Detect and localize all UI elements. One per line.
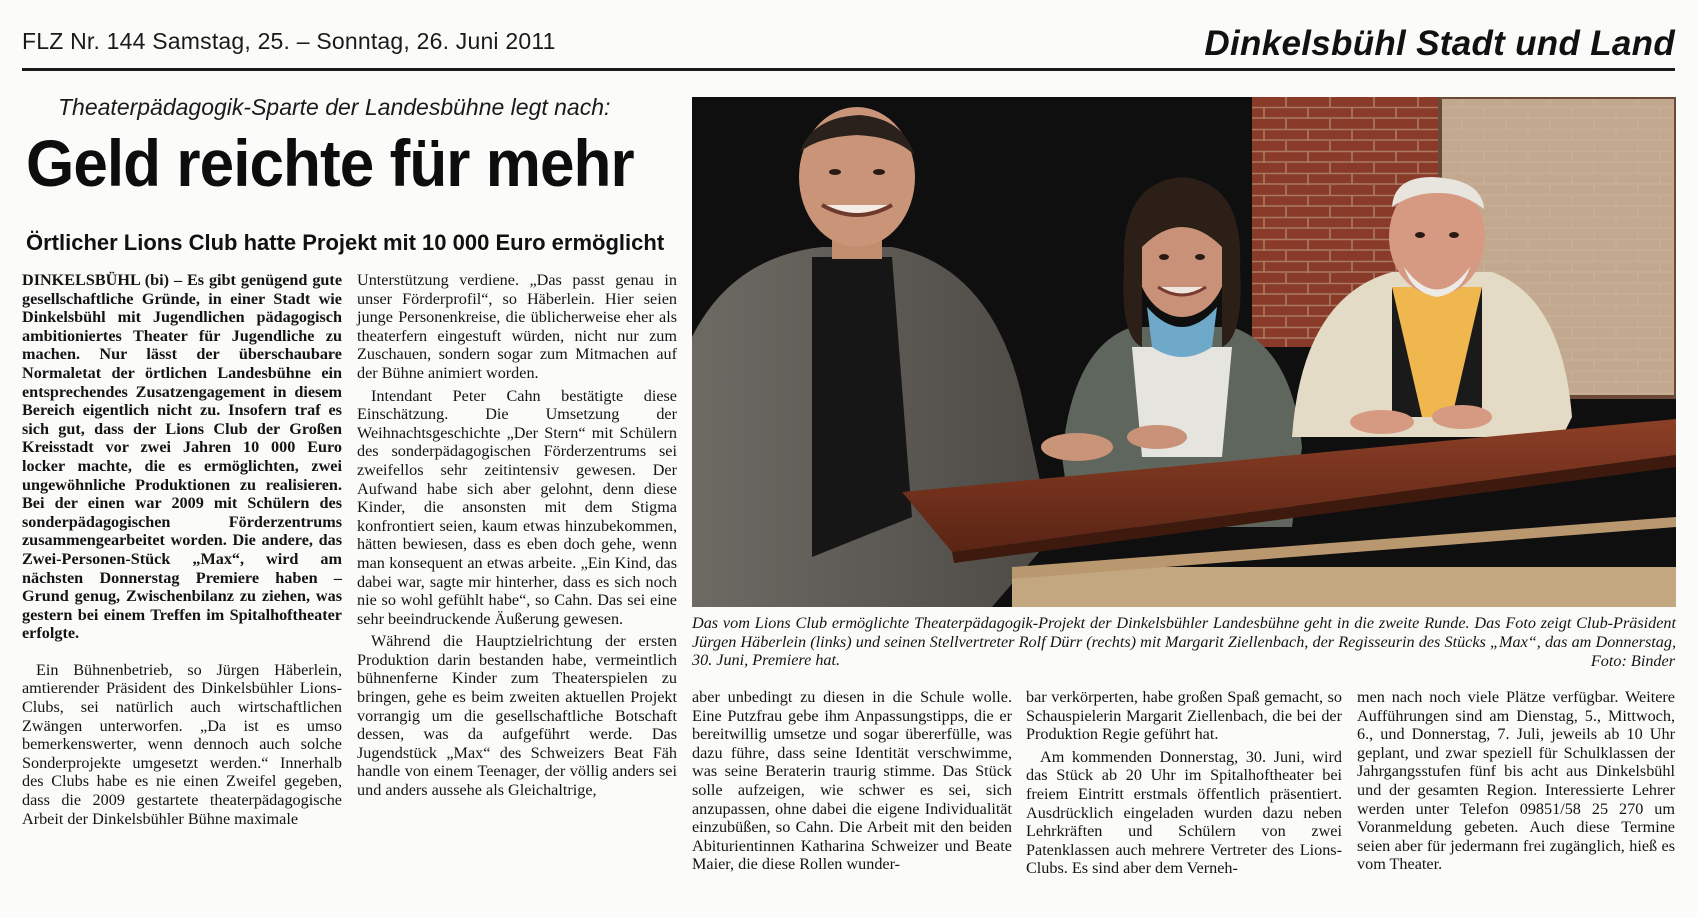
article-paragraph: Am kommenden Donnerstag, 30. Juni, wird das Stück ab 20 Uhr im Spitalhoftheater bei freiem Eintritt erstmals öffentlich präsentiert. Ausdrücklich eingeladen wurden dazu neben Lehrkräften und Schülern von zwei Patenklassen auch mehrere Vertreter des Lions-Clubs. Es sind aber dem Verneh- bbox=[1026, 747, 1342, 878]
article-paragraph: Intendant Peter Cahn bestätigte diese Einschätzung. Die Umsetzung der Weihnachtsgeschichte „Der Stern“ mit Schülern des sonderpädagogischen Förderzentrums sei zweifellos sehr zeitintensiv gewesen. Der Aufwand habe sich aber gelohnt, denn diese Kinder, die ansonsten mit dem Stigma konfrontiert seien, kaum etwas hinzubekommen, hätten bewiesen, dass es eben doch gehe, wenn man konsequent an etwas arbeite. „Ein Kind, das dabei war, sagte mir hinterher, dass es sich noch nie so wohl gefühlt habe“, so Cahn. Das sei eine sehr beeindruckende Äußerung gewesen. bbox=[357, 386, 677, 628]
masthead bbox=[22, 24, 1675, 72]
article-column-5 bbox=[1357, 688, 1675, 874]
photo-credit: Foto: Binder bbox=[1590, 652, 1675, 670]
issue-info: FLZ Nr. 144 Samstag, 25. – Sonntag, 26. Juni 2011 bbox=[22, 28, 556, 54]
article-photo bbox=[692, 97, 1676, 607]
hands-left bbox=[1041, 433, 1113, 461]
article-paragraph: aber unbedingt zu diesen in die Schule wolle. Eine Putzfrau gebe ihm Anpassungstipps, die er bereitwillig umsetze und sogar übererfülle, was dazu führe, dass seine Identität verschwimme, was seine Beraterin traurig stimme. Das Stück solle aufzeigen, wie schwer es sei, sich anzupassen, ohne dabei die eigene Individualität einzubüßen, so Cahn. Die Arbeit mit den beiden Abiturientinnen Katharina Schweizer und Beate Maier, die diese Rollen wunder- bbox=[692, 688, 1012, 874]
article-paragraph: Unterstützung verdiene. „Das passt genau in unser Förderprofil“, so Häberlein. Hier seien junge Personenkreise, die üblicherweise eher als theaterfern eingestuft würden, nicht nur zum Zuschauen, sondern sogar zum Mitmachen auf der Bühne animiert worden. bbox=[357, 271, 677, 382]
article-headline: Geld reichte für mehr bbox=[26, 126, 634, 200]
photo-caption: Das vom Lions Club ermöglichte Theaterpädagogik-Projekt der Dinkelsbühler Landesbühne geht in die zweite Runde. Das Foto zeigt Club-Präsident Jürgen Häberlein (links) und seinen Stellvertreter Rolf Dürr (rechts) mit Margarit Ziellenbach, der Regisseurin des Stücks „Max“, das am Donnerstag, 30. Juni, Premiere hat. bbox=[692, 614, 1676, 670]
article-paragraph: Ein Bühnenbetrieb, so Jürgen Häberlein, amtierender Präsident des Dinkelsbühler Lions-Clubs, sei natürlich auch wirtschaftlichen Zwängen unterworfen. „Da ist es umso bemerkenswerter, wenn dennoch auch solche Sonderprojekte umgesetzt werden.“ Innerhalb des Clubs habe es nie einen Zweifel gegeben, dass die 2009 gestartete theaterpädagogische Arbeit der Dinkelsbühler Bühne maximale bbox=[22, 660, 342, 828]
article-lead: DINKELSBÜHL (bi) – Es gibt genügend gute gesellschaftliche Gründe, in einer Stadt wie Dinkelsbühl mit Jugendlichen pädagogisch ambitioniertes Theater für Jugendliche zu machen. Nur lässt der überschaubare Normaletat der örtlichen Landesbühne ein entsprechendes Zusatzengagement in diesem Bereich eigentlich nicht zu. Insofern traf es sich gut, dass der Lions Club der Großen Kreisstadt vor zwei Jahren 10 000 Euro locker machte, die es ermöglichten, zwei ungewöhnliche Produktionen zu realisieren. Bei der einen war 2009 mit Schülern des sonderpädagogischen Förderzentrums zusammengearbeitet worden. Die andere, das Zwei-Personen-Stück „Max“, wird am nächsten Donnerstag Premiere haben – Grund genug, Zwischenbilanz zu ziehen, was gestern bei einem Treffen im Spitalhoftheater erfolgte. bbox=[22, 271, 342, 643]
article-paragraph: Während die Hauptzielrichtung der ersten Produktion darin bestanden habe, vermeintlich bühnenferne Kinder zum Theaterspielen zu bringen, gehe es beim zweiten aktuellen Projekt vorrangig um die gesellschaftliche Botschaft dessen, was da aufgeführt werde. Das Jugendstück „Max“ des Schweizers Beat Fäh handle von einem Teenager, der völlig anders sei und anders aussehe als Gleichaltrige, bbox=[357, 632, 677, 800]
article-paragraph: men nach noch viele Plätze verfügbar. Weitere Aufführungen sind am Dienstag, 5., Mittwoch, 6., und Donnerstag, 7. Juli, jeweils ab 10 Uhr geplant, und zwar speziell für Schulklassen der Jahrgangsstufen fünf bis acht aus Dinkelsbühl und der gesamten Region. Interessierte Lehrer werden unter Telefon 09851/58 25 270 um Voranmeldung gebeten. Auch diese Termine seien aber für jedermann frei zugänglich, hieß es vom Theater. bbox=[1357, 688, 1675, 874]
article-paragraph: bar verkörperten, habe großen Spaß gemacht, so Schauspielerin Margarit Ziellenbach, die bei der Produktion Regie geführt hat. bbox=[1026, 688, 1342, 744]
article-kicker: Theaterpädagogik-Sparte der Landesbühne legt nach: bbox=[58, 94, 611, 120]
article-column-4 bbox=[1026, 688, 1342, 878]
article-column-3 bbox=[692, 688, 1012, 874]
article-subhead: Örtlicher Lions Club hatte Projekt mit 10 000 Euro ermöglicht bbox=[26, 230, 665, 255]
article-column-2 bbox=[357, 271, 677, 800]
hands-center bbox=[1127, 425, 1187, 449]
photo-scene bbox=[692, 97, 1676, 607]
hands-right bbox=[1350, 410, 1414, 434]
masthead-rule bbox=[22, 68, 1675, 71]
article-column-1 bbox=[22, 271, 342, 828]
section-title: Dinkelsbühl Stadt und Land bbox=[1204, 24, 1675, 63]
bench bbox=[1012, 567, 1676, 607]
